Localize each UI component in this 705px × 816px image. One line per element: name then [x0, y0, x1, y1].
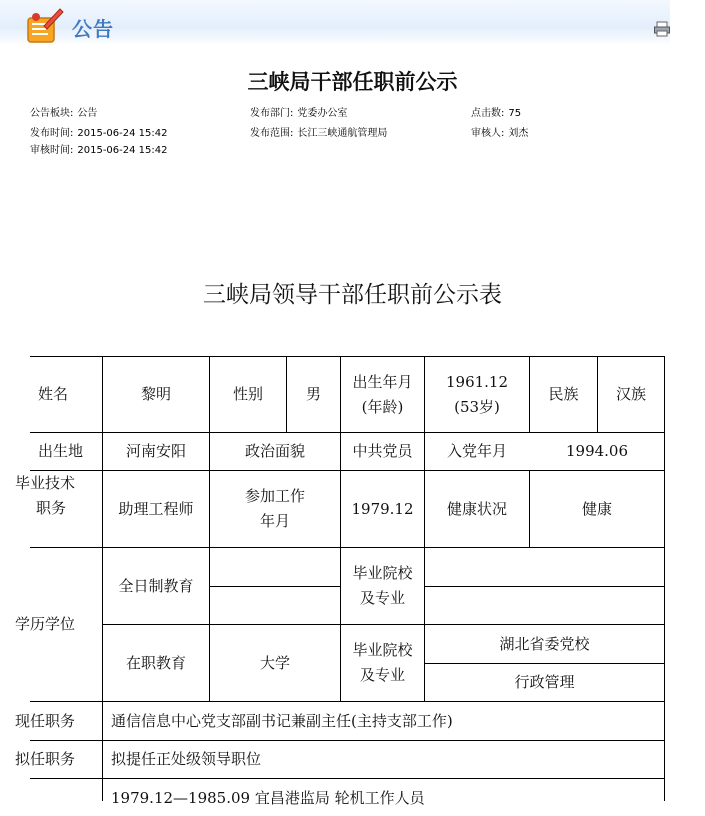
- inservice-value: 大学: [259, 653, 290, 672]
- print-icon[interactable]: [654, 22, 670, 36]
- header-bar: [0, 0, 670, 46]
- name-label-cell: [30, 357, 102, 432]
- meta-review-time: [30, 141, 168, 156]
- tech-title-label-line2: 职务: [36, 498, 67, 517]
- inservice-school-label-line1: 毕业院校: [352, 641, 413, 660]
- notice-title: 三峡局干部任职前公示: [247, 70, 458, 94]
- work-date-label-cell: [210, 471, 340, 547]
- current-post-value-cell: [103, 702, 664, 740]
- gender-value: 男: [305, 385, 321, 404]
- fulltime-school-label-line1: 毕业院校: [352, 564, 413, 583]
- birth-value-cell: [425, 357, 529, 432]
- gender-label: 性别: [232, 385, 263, 404]
- birth-value-line1: 1961.12: [445, 372, 509, 391]
- birthplace-value: 河南安阳: [125, 442, 186, 461]
- health-label: 健康状况: [446, 499, 507, 518]
- meta-scope: [250, 124, 387, 139]
- work-date-label-line1: 参加工作: [244, 487, 305, 506]
- meta-clicks-label: 点击数:: [471, 108, 505, 119]
- meta-dept-value: 党委办公室: [297, 108, 348, 119]
- meta-scope-value: 长江三峡通航管理局: [297, 128, 388, 139]
- proposed-post-label: 拟任职务: [15, 750, 76, 769]
- health-label-cell: [425, 471, 529, 547]
- meta-scope-label: 发布范围:: [250, 128, 294, 139]
- meta-reviewer-value: 刘杰: [508, 128, 529, 139]
- tech-title-value-cell: [103, 471, 209, 547]
- ethnic-label: 民族: [548, 385, 579, 404]
- party-date-value-cell: [530, 433, 664, 470]
- birthplace-label-cell: [30, 433, 102, 470]
- gender-value-cell: [287, 357, 340, 432]
- inservice-major-value-cell: [425, 664, 664, 701]
- inservice-label: 在职教育: [125, 653, 186, 672]
- inservice-major-value: 行政管理: [514, 673, 575, 692]
- ethnic-value-cell: [598, 357, 664, 432]
- party-date-value: 1994.06: [565, 442, 629, 461]
- meta-reviewer: [471, 124, 528, 139]
- health-value-cell: [530, 471, 664, 547]
- meta-clicks-value: 75: [508, 108, 522, 119]
- inservice-label-cell: [103, 625, 209, 701]
- inservice-school-label-cell: [341, 625, 424, 701]
- work-date-label-line2: 年月: [259, 512, 290, 530]
- tech-title-label-cell: [15, 471, 102, 547]
- meta-reviewer-label: 审核人:: [471, 128, 505, 139]
- ethnic-value: 汉族: [615, 385, 646, 404]
- inservice-school-label-line2: 及专业: [359, 666, 405, 684]
- meta-dept: [250, 104, 347, 119]
- party-date-label: 入党年月: [446, 442, 507, 461]
- inservice-value-cell: [210, 625, 340, 701]
- birthplace-value-cell: [103, 433, 209, 470]
- header-title: 公告: [72, 17, 114, 41]
- meta-publish-time-label: 发布时间:: [30, 128, 74, 139]
- meta-clicks: [471, 104, 521, 119]
- proposed-post-value-cell: [103, 741, 664, 778]
- table-title: 三峡局领导干部任职前公示表: [203, 282, 502, 308]
- meta-publish-time-value: 2015-06-24 15:42: [77, 128, 168, 139]
- resume-line: 1979.12—1985.09 宜昌港监局 轮机工作人员: [111, 789, 425, 807]
- fulltime-school-label-cell: [341, 548, 424, 624]
- current-post-label: 现任职务: [15, 711, 76, 730]
- political-value-cell: [341, 433, 424, 470]
- meta-publish-time: [30, 124, 168, 139]
- work-date-value-cell: [341, 471, 424, 547]
- education-label-cell: [15, 548, 102, 701]
- birthplace-label: 出生地: [38, 442, 84, 461]
- political-label: 政治面貌: [244, 442, 305, 461]
- name-value: 黎明: [140, 385, 171, 404]
- name-value-cell: [103, 357, 209, 432]
- meta-board-label: 公告板块:: [30, 108, 74, 119]
- party-date-label-cell: [425, 433, 529, 470]
- education-label: 学历学位: [15, 615, 76, 634]
- meta-review-time-label: 审核时间:: [30, 145, 74, 156]
- political-label-cell: [210, 433, 340, 470]
- fulltime-school-label-line2: 及专业: [359, 589, 405, 607]
- current-post-label-cell: [15, 702, 102, 740]
- birth-label-line2: (年龄): [361, 397, 404, 416]
- ethnic-label-cell: [530, 357, 597, 432]
- meta-board: [30, 104, 97, 119]
- fulltime-label-cell: [103, 548, 209, 624]
- birth-label-cell: [341, 357, 424, 432]
- health-value: 健康: [581, 499, 612, 518]
- inservice-school-value: 湖北省委党校: [499, 634, 590, 653]
- political-value: 中共党员: [352, 442, 413, 461]
- meta-review-time-value: 2015-06-24 15:42: [77, 145, 168, 156]
- tech-title-label-line1: 毕业技术: [15, 474, 76, 492]
- inservice-school-value-cell: [425, 625, 664, 663]
- birth-value-line2: (53岁): [454, 397, 500, 416]
- proposed-post-value: 拟提任正处级领导职位: [111, 750, 262, 769]
- work-date-value: 1979.12: [351, 499, 414, 518]
- birth-label-line1: 出生年月: [352, 372, 413, 391]
- meta-dept-label: 发布部门:: [250, 108, 294, 119]
- fulltime-label: 全日制教育: [118, 576, 194, 595]
- gender-label-cell: [210, 357, 286, 432]
- meta-board-value: 公告: [77, 108, 98, 119]
- notice-board-icon: [24, 6, 64, 44]
- resume-value-cell: [103, 786, 664, 816]
- name-label: 姓名: [38, 385, 69, 404]
- tech-title-value: 助理工程师: [118, 499, 194, 518]
- proposed-post-label-cell: [15, 741, 102, 778]
- current-post-value: 通信信息中心党支部副书记兼副主任(主持支部工作): [111, 711, 453, 730]
